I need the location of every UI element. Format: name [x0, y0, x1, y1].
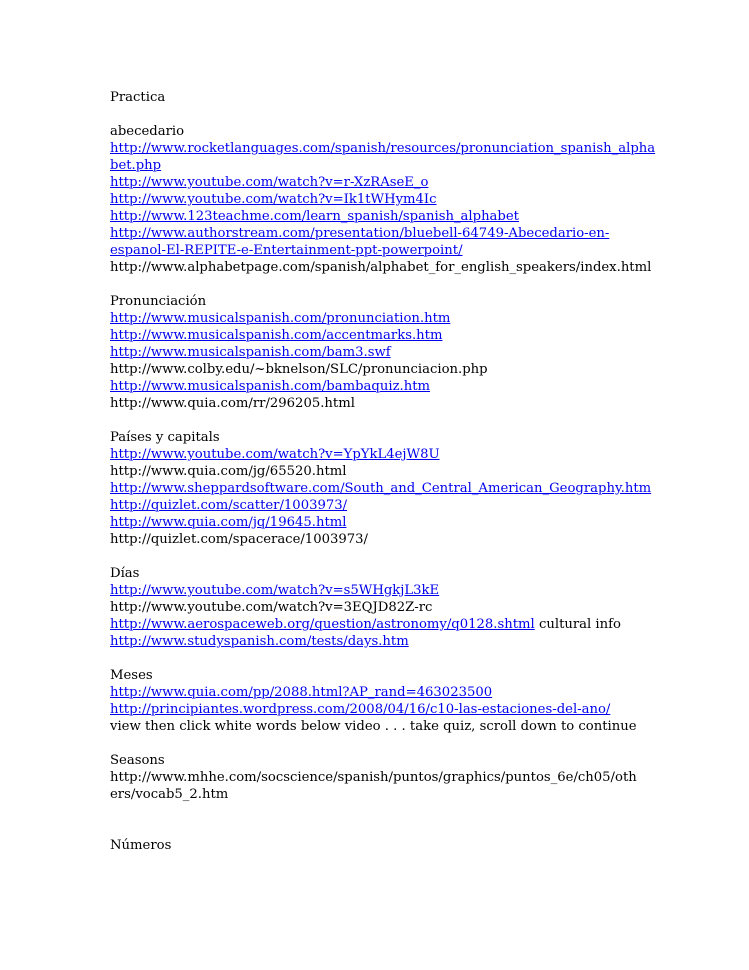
- link-principiantes[interactable]: http://principiantes.wordpress.com/2008/04/16/c10-las-estaciones-del-ano/: [110, 702, 611, 717]
- link-authorstream-cont[interactable]: espanol-El-REPITE-e-Entertainment-ppt-powerpoint/: [110, 243, 463, 258]
- link-quizlet-scatter[interactable]: http://quizlet.com/scatter/1003973/: [110, 498, 348, 513]
- link-musicalspanish-pronunciation[interactable]: http://www.musicalspanish.com/pronunciation.htm: [110, 311, 451, 326]
- link-studyspanish-days[interactable]: http://www.studyspanish.com/tests/days.htm: [110, 634, 409, 649]
- section-heading-paises: Países y capitals: [110, 430, 220, 445]
- url-youtube-dias-2: http://www.youtube.com/watch?v=3EQJD82Z-rc: [110, 600, 433, 615]
- meses-instructions: view then click white words below video . . . take quiz, scroll down to continue: [110, 719, 637, 734]
- link-aerospaceweb[interactable]: http://www.aerospaceweb.org/question/astronomy/q0128.shtml: [110, 617, 535, 632]
- url-alphabetpage: http://www.alphabetpage.com/spanish/alphabet_for_english_speakers/index.html: [110, 260, 652, 275]
- cultural-info-note: cultural info: [538, 617, 621, 632]
- document-body: [110, 89, 656, 854]
- url-quizlet-spacerace: http://quizlet.com/spacerace/1003973/: [110, 532, 368, 547]
- url-mhhe-cont: ers/vocab5_2.htm: [110, 787, 229, 802]
- section-heading-dias: Días: [110, 566, 140, 581]
- link-authorstream[interactable]: http://www.authorstream.com/presentation/bluebell-64749-Abecedario-en-: [110, 226, 610, 241]
- link-youtube-paises[interactable]: http://www.youtube.com/watch?v=YpYkL4ejW8U: [110, 447, 440, 462]
- link-youtube-alphabet-1[interactable]: http://www.youtube.com/watch?v=r-XzRAseE_o: [110, 175, 429, 190]
- url-mhhe: http://www.mhhe.com/socscience/spanish/puntos/graphics/puntos_6e/ch05/oth: [110, 770, 637, 785]
- link-youtube-alphabet-2[interactable]: http://www.youtube.com/watch?v=Ik1tWHym4Ic: [110, 192, 437, 207]
- section-heading-meses: Meses: [110, 668, 153, 683]
- section-heading-seasons: Seasons: [110, 753, 165, 768]
- link-musicalspanish-accentmarks[interactable]: http://www.musicalspanish.com/accentmarks.htm: [110, 328, 443, 343]
- section-heading-numeros: Números: [110, 838, 172, 853]
- aerospaceweb-row: [110, 616, 640, 633]
- link-rocketlanguages[interactable]: http://www.rocketlanguages.com/spanish/resources/pronunciation_spanish_alpha: [110, 141, 656, 156]
- link-123teachme[interactable]: http://www.123teachme.com/learn_spanish/spanish_alphabet: [110, 209, 519, 224]
- link-quia-jq[interactable]: http://www.quia.com/jq/19645.html: [110, 515, 347, 530]
- link-quia-pp[interactable]: http://www.quia.com/pp/2088.html?AP_rand=463023500: [110, 685, 493, 700]
- link-youtube-dias[interactable]: http://www.youtube.com/watch?v=s5WHgkjL3kE: [110, 583, 440, 598]
- link-rocketlanguages-cont[interactable]: bet.php: [110, 158, 162, 173]
- url-colby: http://www.colby.edu/~bknelson/SLC/pronunciacion.php: [110, 362, 488, 377]
- url-quia-jg: http://www.quia.com/jg/65520.html: [110, 464, 347, 479]
- link-musicalspanish-bambaquiz[interactable]: http://www.musicalspanish.com/bambaquiz.htm: [110, 379, 431, 394]
- section-heading-abecedario: abecedario: [110, 124, 185, 139]
- link-musicalspanish-bam3[interactable]: http://www.musicalspanish.com/bam3.swf: [110, 345, 391, 360]
- link-sheppardsoftware[interactable]: http://www.sheppardsoftware.com/South_and_Central_American_Geography.htm: [110, 481, 652, 496]
- section-heading-pronunciacion: Pronunciación: [110, 294, 207, 309]
- url-quia-rr: http://www.quia.com/rr/296205.html: [110, 396, 355, 411]
- page-title: Practica: [110, 90, 166, 105]
